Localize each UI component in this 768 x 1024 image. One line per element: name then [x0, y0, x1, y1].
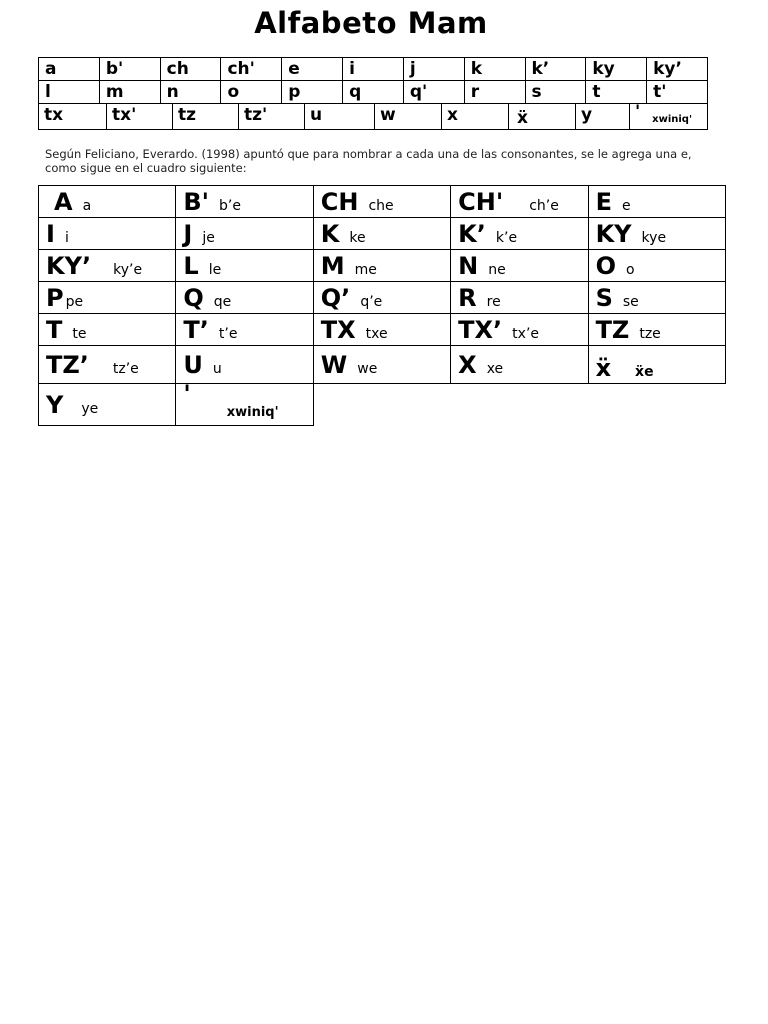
- names-cell: [588, 218, 725, 250]
- letter: N: [458, 251, 479, 280]
- names-cell: [588, 186, 725, 218]
- letter-name: pe: [65, 293, 84, 310]
- names-cell: [39, 218, 176, 250]
- names-cell: [313, 218, 450, 250]
- empty-cell: [313, 384, 450, 426]
- letter: T’: [183, 315, 209, 344]
- names-cell: [176, 380, 313, 426]
- letter-name: ye: [81, 400, 99, 417]
- alphabet-row-3: [38, 103, 708, 130]
- alphabet-cell: k’: [525, 58, 586, 81]
- letter: R: [458, 283, 477, 312]
- names-cell: [313, 186, 450, 218]
- names-cell: [39, 250, 176, 282]
- letter: S: [595, 283, 613, 312]
- letter: TZ: [595, 315, 630, 344]
- letter-name: ke: [349, 229, 366, 246]
- letter-name: kye: [641, 229, 667, 246]
- letter: K’: [458, 219, 486, 248]
- alphabet-cell: tx: [39, 103, 107, 129]
- empty-cell: [451, 384, 588, 426]
- letter: Q’: [320, 283, 351, 312]
- letter: L: [183, 251, 199, 280]
- letter-name: o: [625, 261, 635, 278]
- alphabet-row-1: [39, 58, 708, 81]
- letter: K: [320, 219, 340, 248]
- letter-name: ky’e: [113, 261, 143, 278]
- alphabet-cell: o: [221, 81, 282, 104]
- names-row: [39, 314, 726, 346]
- names-cell: [313, 282, 450, 314]
- letter: U: [183, 350, 203, 379]
- names-row: [39, 218, 726, 250]
- letter-name: tze: [639, 325, 661, 342]
- letter-name: le: [208, 261, 222, 278]
- letter: W: [320, 350, 348, 379]
- alphabet-cell: n: [160, 81, 221, 104]
- letter: Y: [46, 390, 64, 419]
- alphabet-cell: s: [525, 81, 586, 104]
- glottal-mark: ': [635, 102, 641, 122]
- alphabet-cell: x: [442, 103, 509, 129]
- names-cell: [313, 250, 450, 282]
- letter-name: ne: [488, 261, 506, 278]
- consonant-names-table: [38, 185, 726, 426]
- letter-name: tx’e: [512, 325, 540, 342]
- letter: KY: [595, 219, 632, 248]
- names-cell: [451, 314, 588, 346]
- names-cell: [451, 218, 588, 250]
- alphabet-row-2: [39, 81, 708, 104]
- letter: TX’: [458, 315, 503, 344]
- names-row: [39, 384, 726, 426]
- letter: J: [183, 219, 193, 248]
- empty-cell: [588, 384, 725, 426]
- names-cell: [588, 250, 725, 282]
- alphabet-cell: y: [576, 103, 630, 129]
- alphabet-cell: ky’: [647, 58, 708, 81]
- names-cell: [451, 282, 588, 314]
- letter-name: ẍe: [635, 363, 654, 380]
- alphabet-cell: l: [39, 81, 100, 104]
- alphabet-cell: ky: [586, 58, 647, 81]
- names-row: [39, 186, 726, 218]
- letter: X: [458, 350, 477, 379]
- letter-name: se: [622, 293, 639, 310]
- letter: I: [46, 219, 55, 248]
- names-row: [39, 346, 726, 384]
- letter-name: re: [486, 293, 501, 310]
- alphabet-cell: q: [343, 81, 404, 104]
- names-cell: [176, 186, 313, 218]
- names-cell: [451, 250, 588, 282]
- alphabet-cell: tx': [107, 103, 173, 129]
- letter-name: qe: [213, 293, 232, 310]
- letter-name: q’e: [360, 293, 383, 310]
- names-cell: [176, 346, 313, 384]
- letter-name: t’e: [218, 325, 238, 342]
- names-cell: [588, 282, 725, 314]
- letter: CH': [458, 187, 504, 216]
- letter-name: ch’e: [529, 197, 559, 214]
- names-cell: [39, 384, 176, 426]
- letter-name: je: [202, 229, 215, 246]
- letter-name: xe: [486, 360, 504, 377]
- alphabet-cell: t: [586, 81, 647, 104]
- names-cell: [176, 314, 313, 346]
- letter: CH: [320, 187, 359, 216]
- letter-name: che: [368, 197, 394, 214]
- letter-name: i: [64, 229, 69, 246]
- letter-name: te: [72, 325, 87, 342]
- letter: TX: [320, 315, 356, 344]
- letter: B': [183, 187, 210, 216]
- letter-name: u: [212, 360, 222, 377]
- letter: P: [46, 283, 64, 312]
- alphabet-cell: a: [39, 58, 100, 81]
- names-cell: [176, 282, 313, 314]
- names-cell: [451, 346, 588, 384]
- glottal-name: xwiniq': [652, 114, 693, 125]
- names-row: [39, 282, 726, 314]
- names-row: [39, 250, 726, 282]
- letter-name: txe: [365, 325, 388, 342]
- letter-name: xwiniq': [226, 405, 279, 420]
- alphabet-cell-glottal: [630, 103, 709, 129]
- alphabet-cell: b': [99, 58, 160, 81]
- names-cell: [313, 314, 450, 346]
- alphabet-cell: tz: [173, 103, 239, 129]
- alphabet-cell: u: [305, 103, 375, 129]
- letter: KY’: [46, 251, 92, 280]
- letter: E: [595, 187, 612, 216]
- alphabet-cell: ch: [160, 58, 221, 81]
- names-cell: [39, 282, 176, 314]
- alphabet-cell: w: [375, 103, 442, 129]
- letter: O: [595, 251, 616, 280]
- alphabet-cell: q': [403, 81, 464, 104]
- alphabet-cell: ch': [221, 58, 282, 81]
- alphabet-cell: t': [647, 81, 708, 104]
- alphabet-cell: k: [464, 58, 525, 81]
- note-paragraph: Según Feliciano, Everardo. (1998) apuntó que para nombrar a cada una de las consonantes, se le agrega una e, como sigue en el cuadro siguiente:: [45, 147, 692, 175]
- letter: TZ’: [46, 350, 89, 379]
- alphabet-cell: p: [282, 81, 343, 104]
- page-title: Alfabeto Mam: [254, 6, 488, 40]
- alphabet-cell: m: [99, 81, 160, 104]
- alphabet-cell: i: [343, 58, 404, 81]
- alphabet-cell: tz': [239, 103, 305, 129]
- letter-name: me: [354, 261, 377, 278]
- letter: M: [320, 251, 345, 280]
- names-cell: [39, 314, 176, 346]
- names-cell: [588, 314, 725, 346]
- names-cell: [39, 186, 176, 218]
- alphabet-cell: j: [403, 58, 464, 81]
- alphabet-cell: ẍ: [509, 103, 576, 129]
- letter: ẍ: [595, 353, 612, 382]
- letter: Q: [183, 283, 204, 312]
- letter: ': [183, 380, 191, 408]
- alphabet-cell: e: [282, 58, 343, 81]
- letter-name: b’e: [219, 197, 241, 214]
- letter: T: [46, 315, 63, 344]
- names-cell: [313, 346, 450, 384]
- letter: A: [54, 187, 73, 216]
- names-cell: [451, 186, 588, 218]
- letter-name: tz’e: [112, 360, 139, 377]
- alphabet-table: [38, 57, 708, 104]
- names-cell: [176, 250, 313, 282]
- names-cell: [588, 346, 725, 384]
- names-cell: [39, 346, 176, 384]
- names-cell: [176, 218, 313, 250]
- letter-name: k’e: [495, 229, 518, 246]
- alphabet-cell: r: [464, 81, 525, 104]
- letter-name: a: [82, 197, 92, 214]
- letter-name: e: [621, 197, 631, 214]
- letter-name: we: [357, 360, 378, 377]
